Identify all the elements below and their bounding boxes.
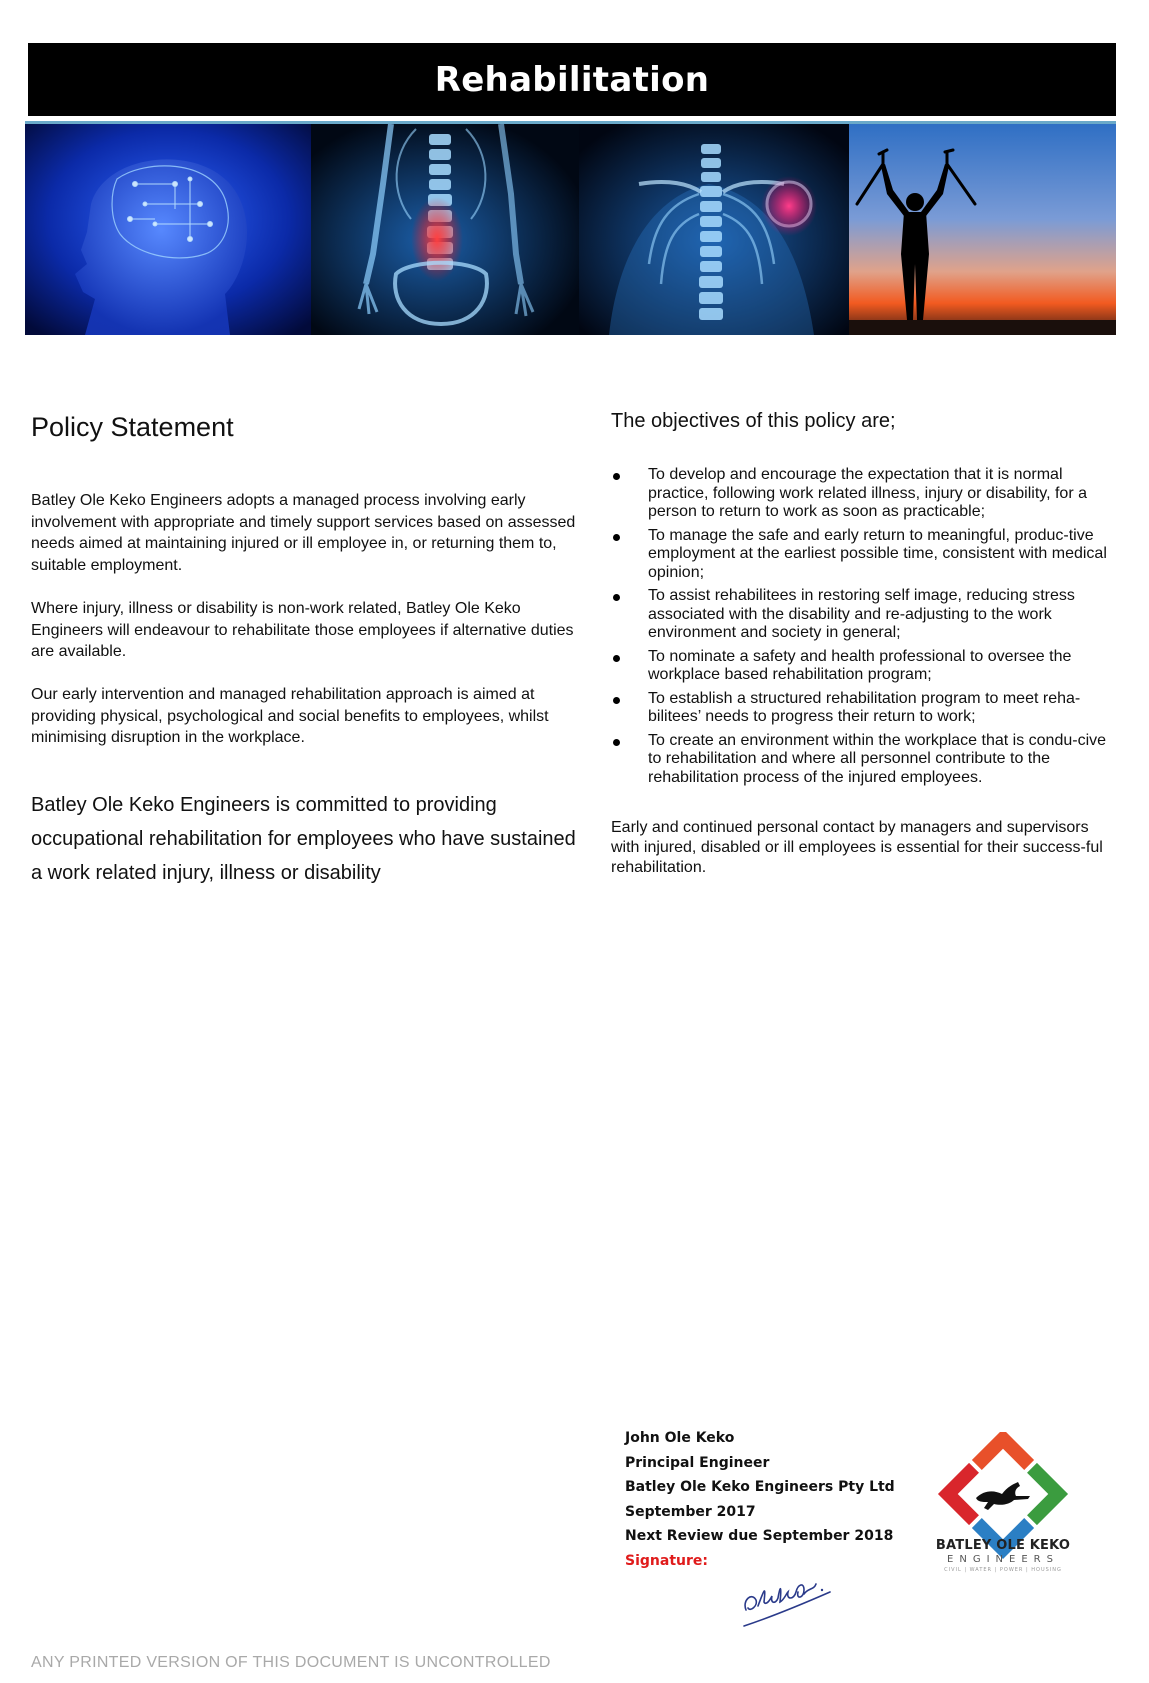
signer-role: Principal Engineer [625,1454,770,1471]
list-item: To establish a structured rehabilitation program to meet reha-bilitees’ needs to progress their return to work; [611,690,1116,727]
list-item: To manage the safe and early return to meaningful, produc-tive employment at the earliest possible time, consistent with medical opinion; [611,527,1116,583]
footer-disclaimer: ANY PRINTED VERSION OF THIS DOCUMENT IS UNCONTROLLED [31,1654,551,1671]
objectives-column [611,410,1116,876]
list-item: To develop and encourage the expectation that it is normal practice, following work related illness, injury or disability, for a person to return to work as soon as practicable; [611,466,1116,522]
closing-paragraph: Early and continued personal contact by managers and supervisors with injured, disabled or ill employees is essential for their success-ful rehabilitation. [611,819,1103,876]
commitment-statement: Batley Ole Keko Engineers is committed to providing occupational rehabilitation for employees who have sustained a work related injury, illness or disability [31,794,576,884]
logo-sub: ENGINEERS [947,1554,1059,1565]
title-bar [28,43,1116,116]
logo-name: BATLEY OLE KEKO [935,1538,1071,1553]
policy-statement-heading: Policy Statement [31,412,234,442]
next-review: Next Review due September 2018 [625,1528,894,1544]
list-item: To create an environment within the workplace that is condu-cive to rehabilitation and where all personnel contribute to the rehabilitation process of the injured employees. [611,732,1116,788]
list-item: To assist rehabilitees in restoring self image, reducing stress associated with the disability and re-adjusting to the work environment and society in general; [611,587,1116,643]
bullet-icon [613,697,620,704]
banner [25,121,1116,335]
shoulder-xray-image [579,124,849,335]
policy-statement-column [31,412,579,884]
signature-image [738,1570,838,1634]
spine-xray-image [311,124,579,335]
crutches-sunset-image [849,124,1116,335]
objectives-heading: The objectives of this policy are; [611,410,896,432]
bullet-icon [613,473,620,480]
signoff-block [625,1426,895,1573]
bullet-icon [613,739,620,746]
policy-paragraph-1: Batley Ole Keko Engineers adopts a managed process involving early involvement with appropriate and timely support services based on assessed needs aimed at maintaining injured or ill employee in, or returning them to, suitable employment. [31,492,576,574]
signoff-date: September 2017 [625,1503,756,1520]
policy-paragraph-3: Our early intervention and managed rehabilitation approach is aimed at providing physical, psychological and social benefits to employees, whilst minimising disruption in the workplace. [31,686,549,746]
logo-wordmark [932,1538,1074,1573]
policy-paragraph-2: Where injury, illness or disability is non-work related, Batley Ole Keko Engineers will endeavour to rehabilitate those employees if alternative duties are available. [31,600,574,660]
logo-tagline: CIVIL | WATER | POWER | HOUSING [944,1567,1062,1573]
bullet-icon [613,594,620,601]
bullet-icon [613,534,620,541]
list-item: To nominate a safety and health professional to oversee the workplace based rehabilitation program; [611,648,1116,685]
signer-name: John Ole Keko [625,1430,735,1446]
page-title: Rehabilitation [434,59,710,100]
objectives-list [611,466,1116,792]
bullet-icon [613,655,620,662]
signature-label: Signature: [625,1552,708,1569]
signer-company: Batley Ole Keko Engineers Pty Ltd [625,1479,895,1495]
brain-circuit-image [25,124,311,335]
